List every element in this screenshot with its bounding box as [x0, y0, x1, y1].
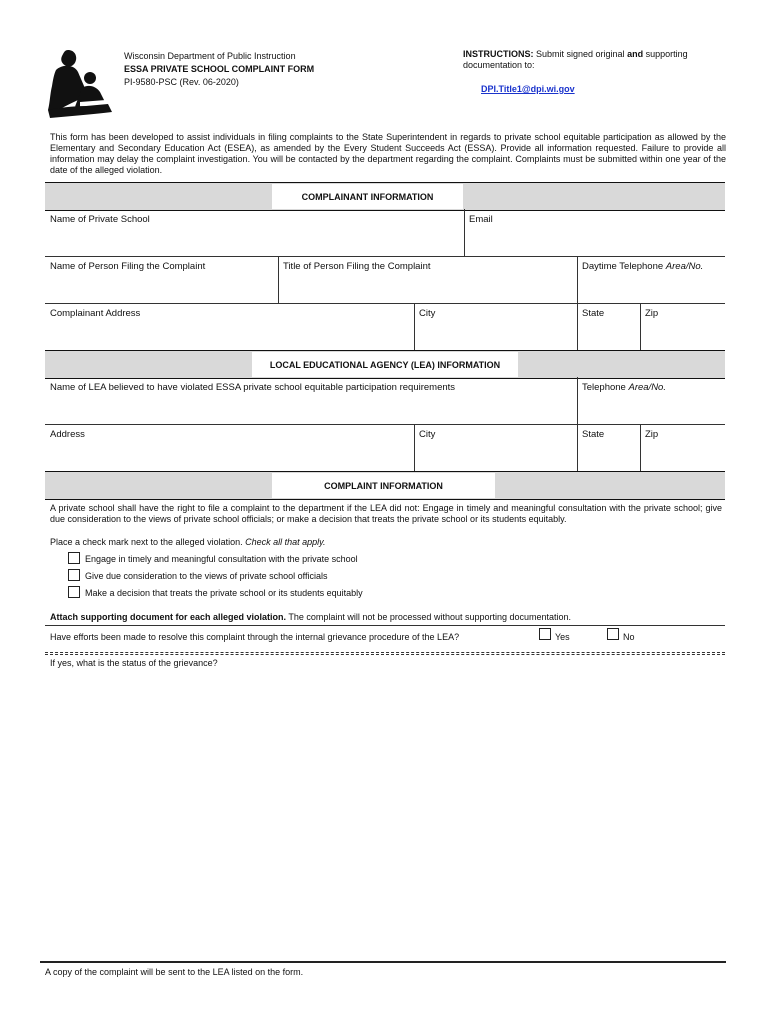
complainant-city-label: City: [419, 308, 436, 319]
grievance-yes-checkbox[interactable]: [539, 628, 551, 640]
footer-note: A copy of the complaint will be sent to the LEA listed on the form.: [45, 967, 304, 977]
grievance-no-label: No: [623, 632, 635, 642]
divider: [45, 303, 725, 304]
check-prompt: [50, 537, 326, 548]
dashed-separator: [45, 652, 725, 653]
divider: [640, 303, 641, 350]
form-header: [124, 51, 314, 88]
attach-note: [50, 612, 571, 623]
violation-checkbox-consultation[interactable]: [68, 552, 80, 564]
private-school-label: Name of Private School: [50, 214, 150, 225]
intro-paragraph: This form has been developed to assist individuals in filing complaints to the State Superintendent in regards to private school equitable participation as allowed by the Elementary and Secondary Education Act (ESEA), as amended by the Every Student Succeeds Act (ESSA). Provide all information requested. Failure to provide all information may delay the complaint investigation. You will be contacted by the department regarding the complaint. Complaints must be submitted within one year of the date of the alleged violation.: [50, 132, 726, 175]
instructions-text-2: supporting documentation to:: [463, 49, 688, 70]
dashed-separator: [45, 654, 725, 655]
violation-option-consideration: Give due consideration to the views of private school officials: [85, 571, 328, 581]
email-label: Email: [469, 214, 493, 225]
complainant-state-label: State: [582, 308, 605, 319]
grievance-status-field[interactable]: [45, 672, 725, 958]
violation-checkbox-equitable[interactable]: [68, 586, 80, 598]
footer-divider: [40, 961, 726, 963]
divider: [464, 209, 465, 256]
daytime-phone-prefix: Daytime Telephone: [582, 261, 666, 272]
divider: [278, 256, 279, 303]
lea-section-title: LOCAL EDUCATIONAL AGENCY (LEA) INFORMATION: [269, 360, 501, 370]
divider: [414, 424, 415, 471]
person-title-label: Title of Person Filing the Complaint: [283, 261, 431, 272]
attach-note-bold: Attach supporting document for each alleged violation.: [50, 612, 287, 622]
daytime-phone-label: [582, 261, 703, 272]
lea-zip-label: Zip: [645, 429, 659, 440]
violation-option-equitable: Make a decision that treats the private school or its students equitably: [85, 588, 363, 598]
lea-phone-label: [582, 382, 666, 393]
check-prompt-text: Place a check mark next to the alleged violation.: [50, 537, 246, 547]
submission-email-link[interactable]: DPI.Title1@dpi.wi.gov: [481, 84, 575, 94]
form-title: ESSA PRIVATE SCHOOL COMPLAINT FORM: [124, 64, 315, 74]
instructions-and: and: [627, 49, 644, 59]
instructions-text-1: Submit signed original: [533, 49, 628, 59]
violation-option-consultation: Engage in timely and meaningful consultation with the private school: [85, 554, 358, 564]
form-number: PI-9580-PSC (Rev. 06-2020): [124, 77, 239, 87]
divider: [45, 256, 725, 257]
grievance-question: Have efforts been made to resolve this complaint through the internal grievance procedure of the LEA?: [50, 632, 460, 642]
lea-phone-suffix: Area/No.: [628, 382, 666, 393]
lea-phone-prefix: Telephone: [582, 382, 629, 393]
divider: [45, 424, 725, 425]
instructions-label: INSTRUCTIONS:: [463, 49, 534, 59]
complainant-section-title: COMPLAINANT INFORMATION: [301, 192, 434, 202]
complaint-section-title: COMPLAINT INFORMATION: [324, 481, 443, 491]
lea-city-label: City: [419, 429, 436, 440]
complaint-right-text: A private school shall have the right to file a complaint to the department if the LEA did not: Engage in timely and meaningful consultation with the private school; give due consideration to the views of private school officials; or make a decision that treats the private school or its students equitably.: [50, 503, 722, 524]
complainant-address-label: Complainant Address: [50, 308, 141, 319]
check-prompt-italic: Check all that apply.: [245, 537, 326, 547]
lea-name-label: Name of LEA believed to have violated ESSA private school equitable participation requirements: [50, 382, 456, 393]
attach-note-rest: The complaint will not be processed without supporting documentation.: [286, 612, 572, 622]
grievance-no-checkbox[interactable]: [607, 628, 619, 640]
instructions: [463, 49, 733, 71]
person-name-label: Name of Person Filing the Complaint: [50, 261, 206, 272]
lea-address-label: Address: [50, 429, 85, 440]
daytime-phone-suffix: Area/No.: [665, 261, 704, 272]
divider: [640, 424, 641, 471]
dpi-logo: [46, 48, 114, 118]
lea-state-label: State: [582, 429, 605, 440]
grievance-yes-label: Yes: [555, 632, 570, 642]
divider: [45, 625, 725, 626]
grievance-status-question: If yes, what is the status of the grievance?: [50, 658, 218, 668]
agency-name: Wisconsin Department of Public Instruction: [124, 51, 296, 61]
violation-checkbox-consideration[interactable]: [68, 569, 80, 581]
divider: [414, 303, 415, 350]
complainant-zip-label: Zip: [645, 308, 659, 319]
